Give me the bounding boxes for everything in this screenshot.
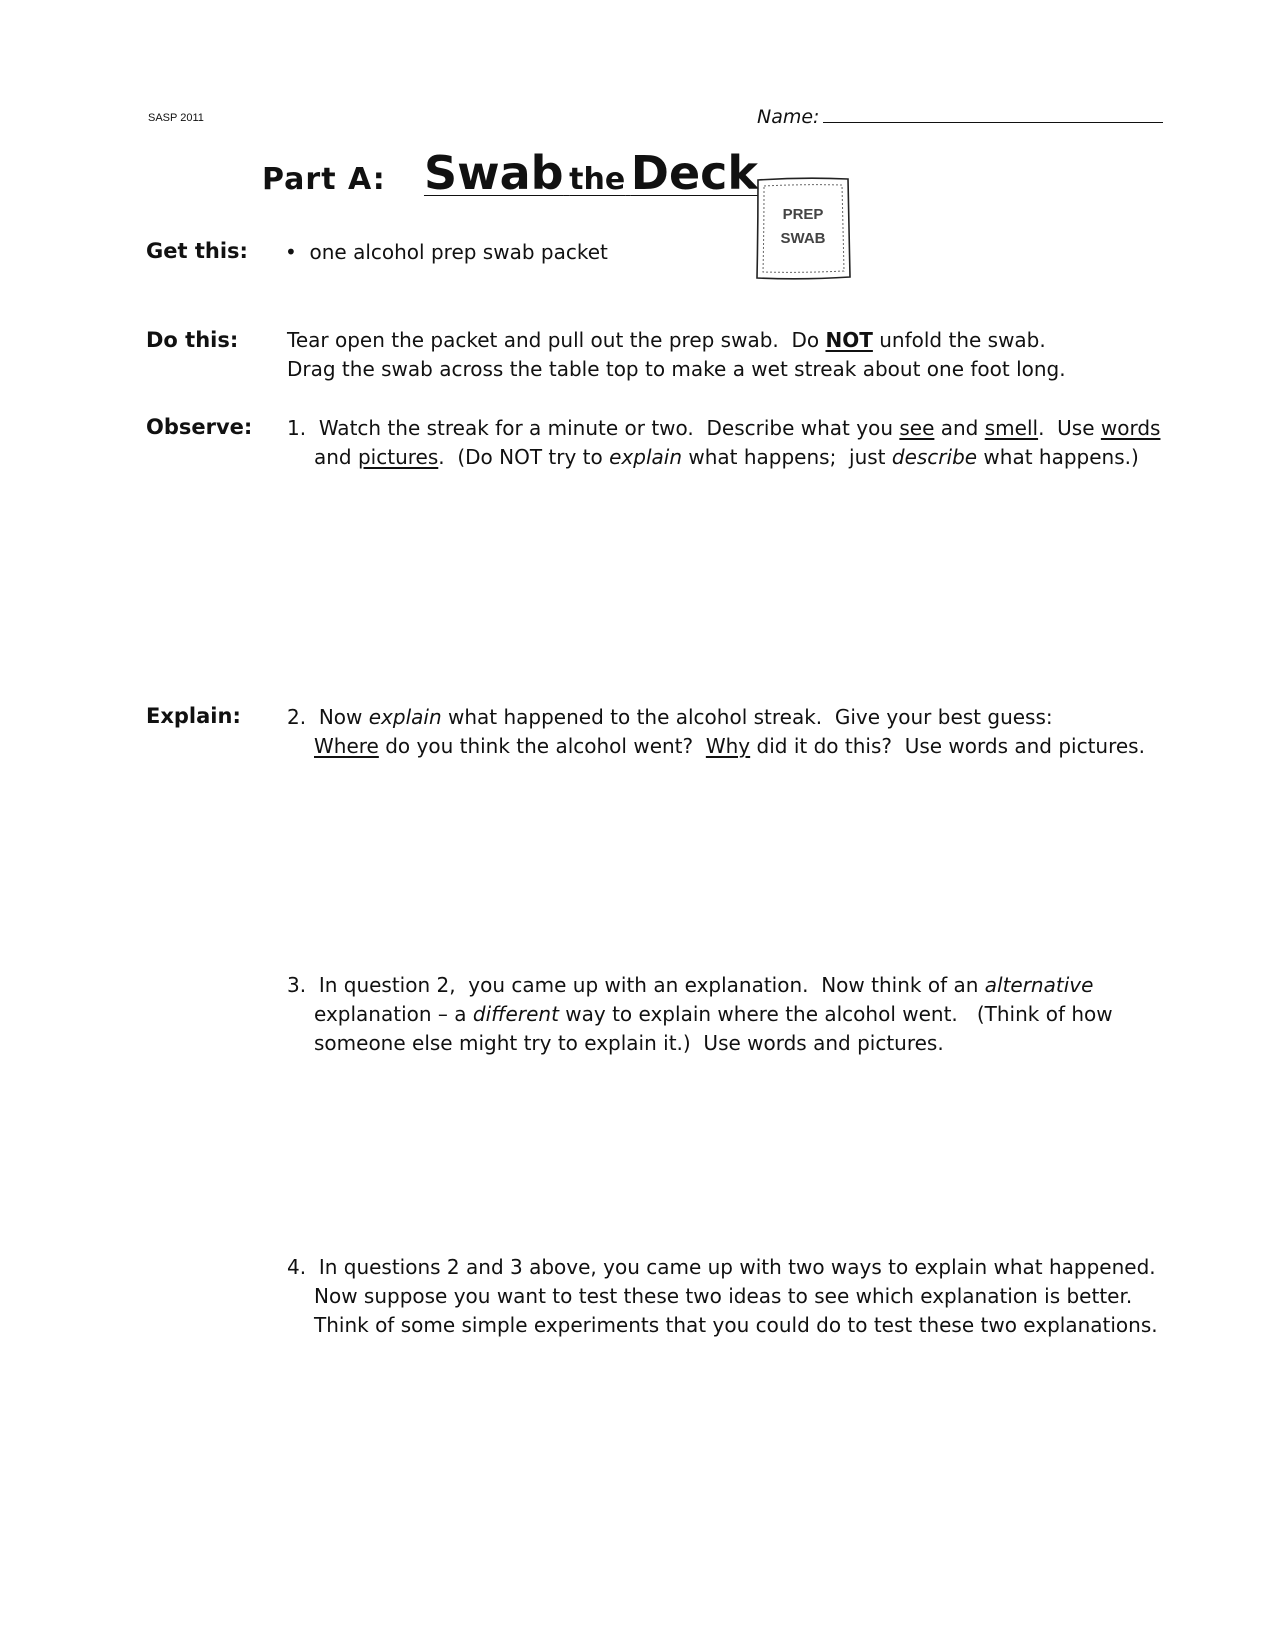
q1-text-d: what happens.)	[977, 445, 1139, 469]
do-this-line-1	[287, 326, 1066, 355]
do-this-label: Do this:	[146, 328, 239, 352]
get-this-label: Get this:	[146, 239, 248, 263]
q3-different: different	[472, 1002, 559, 1026]
packet-label	[755, 203, 851, 251]
answer-area-4[interactable]	[287, 1350, 1107, 1600]
q1-explain: explain	[609, 445, 682, 469]
do-this-text-c: unfold the swab.	[872, 328, 1046, 352]
q1-text-c: what happens; just	[682, 445, 892, 469]
q3-alternative: alternative	[984, 973, 1094, 997]
answer-area-1[interactable]	[287, 480, 1107, 680]
question-1-line-1	[287, 414, 1160, 443]
q1-text-b: . (Do NOT try to	[438, 445, 610, 469]
q1-smell: smell	[984, 416, 1039, 440]
packet-label-line2: SWAB	[780, 230, 826, 247]
title-word-the: the	[569, 162, 626, 197]
name-blank-line[interactable]	[823, 104, 1163, 123]
course-code: SASP 2011	[148, 112, 204, 124]
do-this-text-a: Tear open the packet and pull out the prep swab. Do	[287, 328, 826, 352]
page-title	[262, 146, 758, 200]
observe-label: Observe:	[146, 415, 253, 439]
q1-use: . Use	[1038, 416, 1101, 440]
q3-text-c: way to explain where the alcohol went. (Think of how	[558, 1002, 1113, 1026]
packet-label-line1: PREP	[782, 206, 824, 223]
q2-explain: explain	[368, 705, 442, 729]
question-1	[287, 414, 1160, 472]
q2-text-d: did it do this? Use words and pictures.	[750, 734, 1145, 758]
title-main	[423, 146, 759, 200]
answer-area-2[interactable]	[287, 770, 1107, 960]
get-this-text: one alcohol prep swab packet	[309, 240, 608, 264]
not-emphasis: NOT	[825, 328, 873, 352]
q2-text-a: Now	[318, 705, 369, 729]
question-4-line-3: Think of some simple experiments that you could do to test these two explanations.	[314, 1313, 1158, 1337]
q3-text-a: In question 2, you came up with an explanation. Now think of an	[318, 973, 985, 997]
title-word-swab: Swab	[423, 146, 564, 200]
explain-label: Explain:	[146, 704, 241, 728]
question-2-line-2	[287, 732, 1145, 761]
question-3-number: 3.	[287, 973, 307, 997]
q2-text-c: do you think the alcohol went?	[378, 734, 706, 758]
answer-area-3[interactable]	[287, 1065, 1107, 1245]
name-field[interactable]	[757, 104, 1163, 128]
q1-and: and	[934, 416, 985, 440]
question-2-line-1	[287, 703, 1145, 732]
question-4-line-2: Now suppose you want to test these two ideas to see which explanation is better.	[314, 1284, 1133, 1308]
prep-swab-packet-image	[755, 176, 851, 280]
question-4-line-1	[287, 1253, 1158, 1282]
title-word-deck: Deck	[630, 146, 759, 200]
q1-pictures: pictures	[357, 445, 439, 469]
question-3-line-1	[287, 971, 1113, 1000]
q2-text-b: what happened to the alcohol streak. Give your best guess:	[441, 705, 1053, 729]
name-label: Name:	[757, 106, 820, 128]
title-part: Part A:	[262, 162, 386, 197]
q1-and2: and	[314, 445, 358, 469]
q1-text-a: Watch the streak for a minute or two. Describe what you	[318, 416, 900, 440]
bullet: •	[285, 240, 297, 264]
q1-words: words	[1100, 416, 1161, 440]
q1-see: see	[899, 416, 935, 440]
question-4-number: 4.	[287, 1255, 307, 1279]
question-2	[287, 703, 1145, 761]
get-this-item	[285, 238, 608, 267]
question-3	[287, 971, 1113, 1058]
question-3-line-3: someone else might try to explain it.) Use words and pictures.	[314, 1031, 944, 1055]
do-this-instructions	[287, 326, 1066, 384]
do-this-line-2: Drag the swab across the table top to make a wet streak about one foot long.	[287, 357, 1066, 381]
question-1-line-2	[287, 443, 1160, 472]
q2-where: Where	[314, 734, 379, 758]
question-1-number: 1.	[287, 416, 307, 440]
q2-why: Why	[705, 734, 751, 758]
question-4	[287, 1253, 1158, 1340]
question-2-number: 2.	[287, 705, 307, 729]
q4-text-1: In questions 2 and 3 above, you came up with two ways to explain what happened.	[318, 1255, 1156, 1279]
q3-text-b: explanation – a	[314, 1002, 473, 1026]
question-3-line-2	[287, 1000, 1113, 1029]
q1-describe: describe	[891, 445, 978, 469]
